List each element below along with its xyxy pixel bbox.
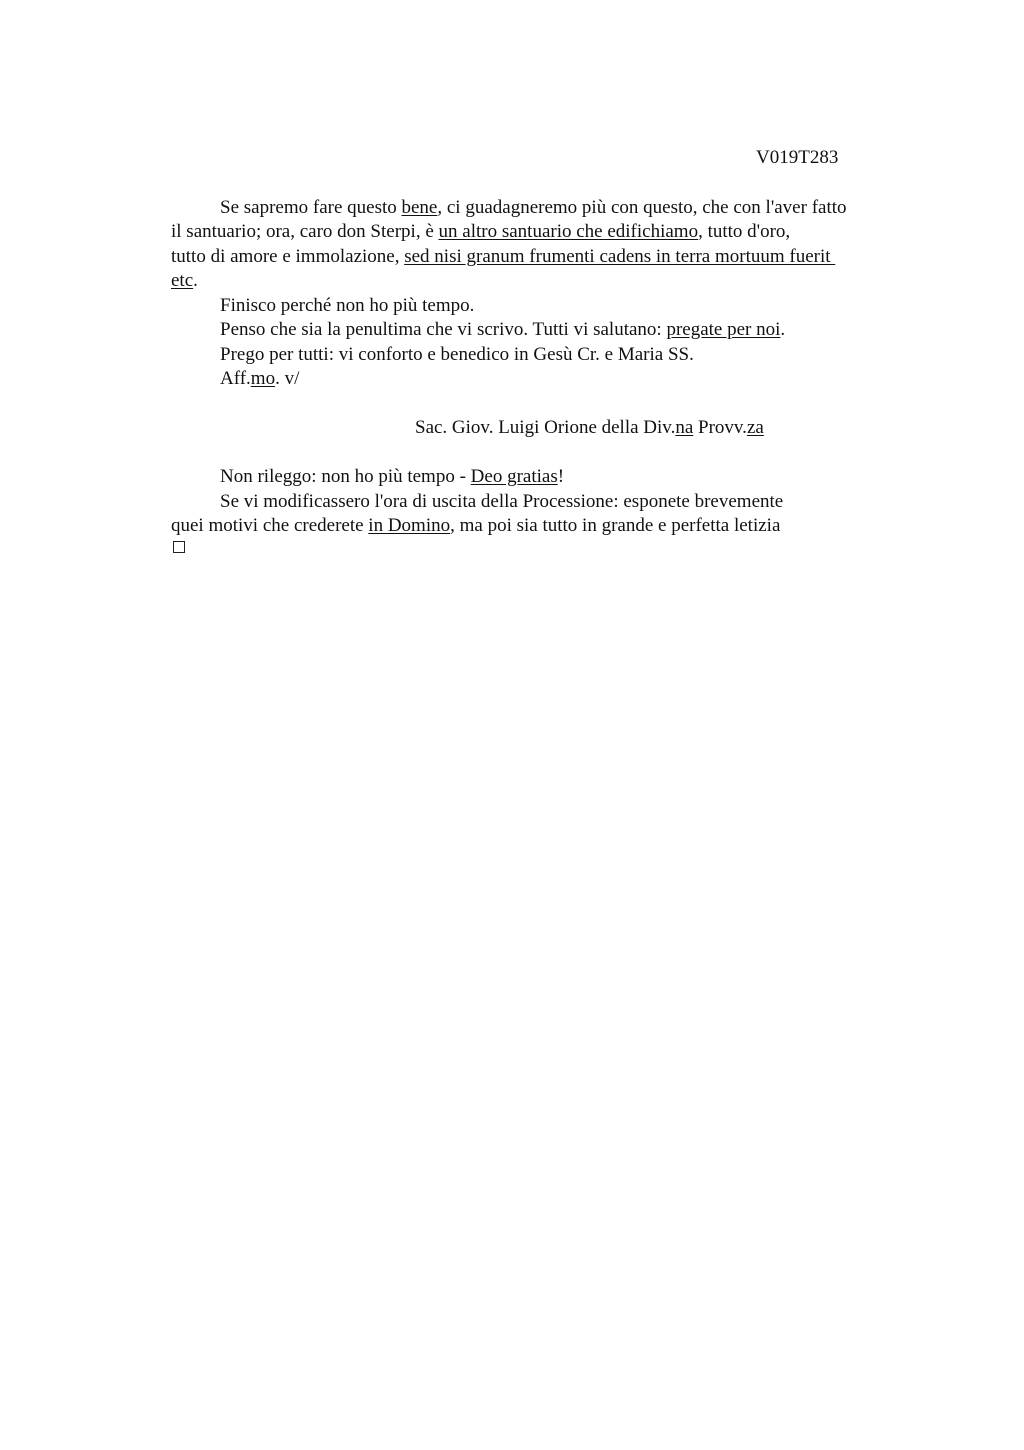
text-run: Sac. Giov. Luigi Orione della Div. (415, 417, 676, 438)
line-penso (220, 318, 785, 342)
line-finisco: Finisco perché non ho più tempo. (220, 295, 475, 316)
empty-box-glyph (173, 541, 185, 553)
line-prego: Prego per tutti: vi conforto e benedico in Gesù Cr. e Maria SS. (220, 344, 694, 365)
text-run: quei motivi che crederete (171, 515, 369, 536)
text-run: ! (557, 466, 565, 487)
paragraph-1-line-3 (171, 245, 835, 269)
line-rileggo (220, 465, 564, 489)
text-run: Aff. (220, 368, 251, 389)
text-run: , ci guadagneremo più con questo, che con l'aver fatto (437, 197, 847, 218)
underlined-text: pregate per noi (666, 319, 781, 340)
underlined-text: na (675, 417, 694, 438)
text-run: , ma poi sia tutto in grande e perfetta letizia (450, 515, 781, 536)
text-run: , tutto d'oro, (698, 221, 791, 242)
underlined-text: etc (171, 270, 194, 291)
text-run: il santuario; ora, caro don Sterpi, è (171, 221, 439, 242)
paragraph-1-line-2 (171, 220, 790, 244)
underlined-text: za (746, 417, 764, 438)
last-paragraph-line-2 (171, 514, 780, 538)
signature-line (415, 416, 764, 440)
paragraph-1-line-1 (220, 196, 847, 220)
text-run: Provv. (693, 417, 747, 438)
underlined-text: in Domino (368, 515, 451, 536)
underlined-text: mo (250, 368, 276, 389)
paragraph-1-line-4 (171, 269, 198, 293)
text-run: Non rileggo: non ho più tempo - (220, 466, 471, 487)
underlined-text: un altro santuario che edifichiamo (438, 221, 699, 242)
underlined-text: bene (401, 197, 438, 218)
text-run: Se sapremo fare questo (220, 197, 402, 218)
text-run: tutto di amore e immolazione, (171, 246, 405, 267)
line-aff (220, 367, 299, 391)
document-id: V019T283 (756, 147, 839, 168)
text-run: . (780, 319, 786, 340)
text-run: . v/ (275, 368, 300, 389)
text-run: Penso che sia la penultima che vi scrivo. Tutti vi salutano: (220, 319, 667, 340)
underlined-text: sed nisi granum frumenti cadens in terra mortuum fuerit (404, 246, 836, 267)
text-run: . (193, 270, 198, 291)
underlined-text: Deo gratias (470, 466, 558, 487)
last-paragraph-line-1: Se vi modificassero l'ora di uscita della Processione: esponete brevemente (220, 491, 784, 512)
